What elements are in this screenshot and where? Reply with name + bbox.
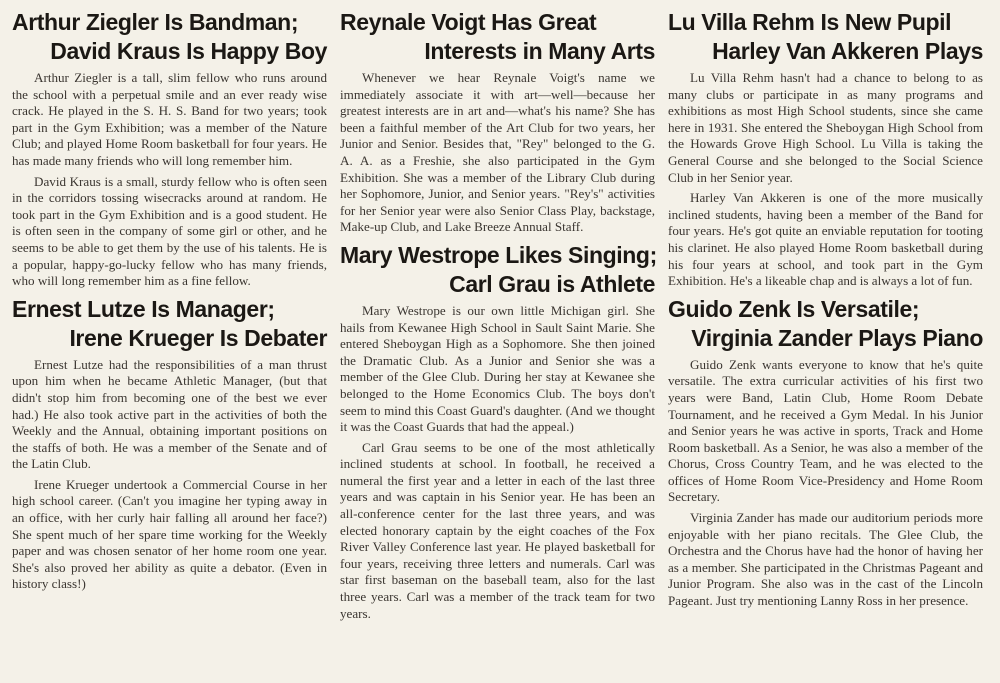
headline-line-1: Ernest Lutze Is Manager; bbox=[12, 295, 275, 322]
story-lutze-krueger bbox=[12, 295, 327, 593]
paragraph-ernest-lutze: Ernest Lutze had the responsibilities of a man thrust upon him when he became Athletic Manager, (but that didn't stop him from becoming one of the best we ever had.) He also took active part in the activities of both the Weekly and the Annual, obtaining important positions on the staffs of both. He was a member of the Senate and of the Latin Club. bbox=[12, 356, 327, 472]
headline bbox=[12, 295, 327, 353]
headline-line-1: Mary Westrope Likes Singing; bbox=[340, 241, 657, 268]
headline-line-2: David Kraus Is Happy Boy bbox=[50, 38, 327, 64]
headline-line-2: Harley Van Akkeren Plays bbox=[712, 38, 983, 64]
paragraph-guido-zenk: Guido Zenk wants everyone to know that he's quite versatile. The extra curricular activities of his first two years were Band, Latin Club, Home Room Debate Tournament, and he received a Gym Medal. In his Junior and Senior years he was active in sports, Track and Home Room basketball. As a Senior, he was also a member of the Chorus, Cross Country Team, and he was elected to the offices of Home Room Vice-Presidency and Home Room Secretary. bbox=[668, 356, 983, 505]
paragraph-irene-krueger: Irene Krueger undertook a Commercial Course in her high school career. (Can't you imagine her typing away in an office, with her curly hair falling all around her face?) She spent much of her spare time working for the Weekly paper and was chosen senator of her home room one year. She's also proved her ability as quite a debator. (Even in history class!) bbox=[12, 476, 327, 592]
story-westrope-grau bbox=[340, 241, 655, 622]
paragraph-david-kraus: David Kraus is a small, sturdy fellow who is often seen in the corridors tossing wisecracks around at random. He took part in the Gym Exhibition and is a good student. He is often seen in the company of some girl or other, and he seems to be able to get them by the use of his talents. He is a popular, happy-go-lucky fellow who has many friends, who will long remember him as a fine fellow. bbox=[12, 173, 327, 289]
column-middle bbox=[340, 8, 655, 627]
headline bbox=[668, 8, 983, 66]
paragraph-arthur-ziegler: Arthur Ziegler is a tall, slim fellow who runs around the school with a perpetual smile and an ever ready wise crack. He played in the S. H. S. Band for two years; took part in the Gym Exhibition; was a member of the Nature Club; and played Home Room basketball for four years. He has made many friends who will long remember him. bbox=[12, 70, 327, 168]
headline-line-2: Carl Grau is Athlete bbox=[449, 270, 655, 297]
headline-line-1: Guido Zenk Is Versatile; bbox=[668, 295, 920, 322]
paragraph-carl-grau: Carl Grau seems to be one of the most athletically inclined students at school. In football, he received a numeral the first year and a letter in each of the last three years and was captain in his Senior year. He has been an all-conference center for the last three years, and was elected honorary captain by the eight coaches of the Fox River Valley Conference last year. He played basketball for four years, receiving three letters and numerals. Carl was star first baseman on the baseball team, also for the last three years. Carl was a member of the track team for two years. bbox=[340, 439, 655, 621]
headline bbox=[668, 295, 983, 353]
story-ziegler-kraus bbox=[12, 8, 327, 290]
headline-line-1: Reynale Voigt Has Great bbox=[340, 9, 597, 35]
headline-line-1: Arthur Ziegler Is Bandman; bbox=[12, 9, 299, 35]
story-voigt bbox=[340, 8, 655, 236]
paragraph-mary-westrope: Mary Westrope is our own little Michigan girl. She hails from Kewanee High School in Sault Saint Marie. She entered Sheboygan High as a Sophomore. She then joined the Dramatic Club. As a Junior and Senior she was a member of the Glee Club. During her stay at Kewanee she belonged to the Home Economics Club. The boys don't seem to mind this Coast Guard's daughter. (And we thought it was the Coast Guards that had the appeal.) bbox=[340, 302, 655, 435]
paragraph-reynale-voigt: Whenever we hear Reynale Voigt's name we immediately associate it with art—well—because her greatest interests are in art and—what's his name? She has been a faithful member of the Art Club for two years, her Junior and Senior. Besides that, "Rey" belonged to the G. A. A. as a Freshie, she also participated in the Gym Exhibition. She was a member of the Library Club during her Sophomore, Junior, and Senior years. "Rey's" activities for her Senior year were also Senior Class Play, backstage, Make-up Club, and Lake Breeze Annual Staff. bbox=[340, 70, 655, 235]
paragraph-harley-van-akkeren: Harley Van Akkeren is one of the more musically inclined students, having been a member of the Band for four years. He's got quite an enviable reputation for tooting his clarinet. He also played Home Room basketball during his four years at school, and took part in the Gym Exhibition. He's a likeable chap and is always a lot of fun. bbox=[668, 190, 983, 289]
column-left bbox=[12, 8, 327, 598]
headline bbox=[340, 241, 655, 299]
paragraph-virginia-zander: Virginia Zander has made our auditorium periods more enjoyable with her piano recitals. The Glee Club, the Orchestra and the Chorus have had the honor of having her as a member. She participated in the Christmas Pageant and Junior Program. She also was in the cast of the Lincoln Pageant. Just try mentioning Lanny Ross in her presence. bbox=[668, 510, 983, 609]
headline-line-2: Virginia Zander Plays Piano bbox=[691, 324, 983, 351]
column-right bbox=[668, 8, 983, 615]
headline bbox=[12, 8, 327, 66]
headline bbox=[340, 8, 655, 66]
headline-line-2: Irene Krueger Is Debater bbox=[69, 324, 327, 351]
headline-line-1: Lu Villa Rehm Is New Pupil bbox=[668, 9, 952, 35]
headline-line-2: Interests in Many Arts bbox=[424, 38, 655, 64]
story-rehm-vanakkeren bbox=[668, 8, 983, 290]
paragraph-lu-villa-rehm: Lu Villa Rehm hasn't had a chance to belong to as many clubs or participate in as many programs and exhibitions as most High School students, since she came here in 1931. She entered the Sheboygan High School from the Howards Grove High School. Lu Villa is taking the General Course and she belonged to the Social Science Club in her Senior year. bbox=[668, 70, 983, 185]
story-zenk-zander bbox=[668, 295, 983, 610]
